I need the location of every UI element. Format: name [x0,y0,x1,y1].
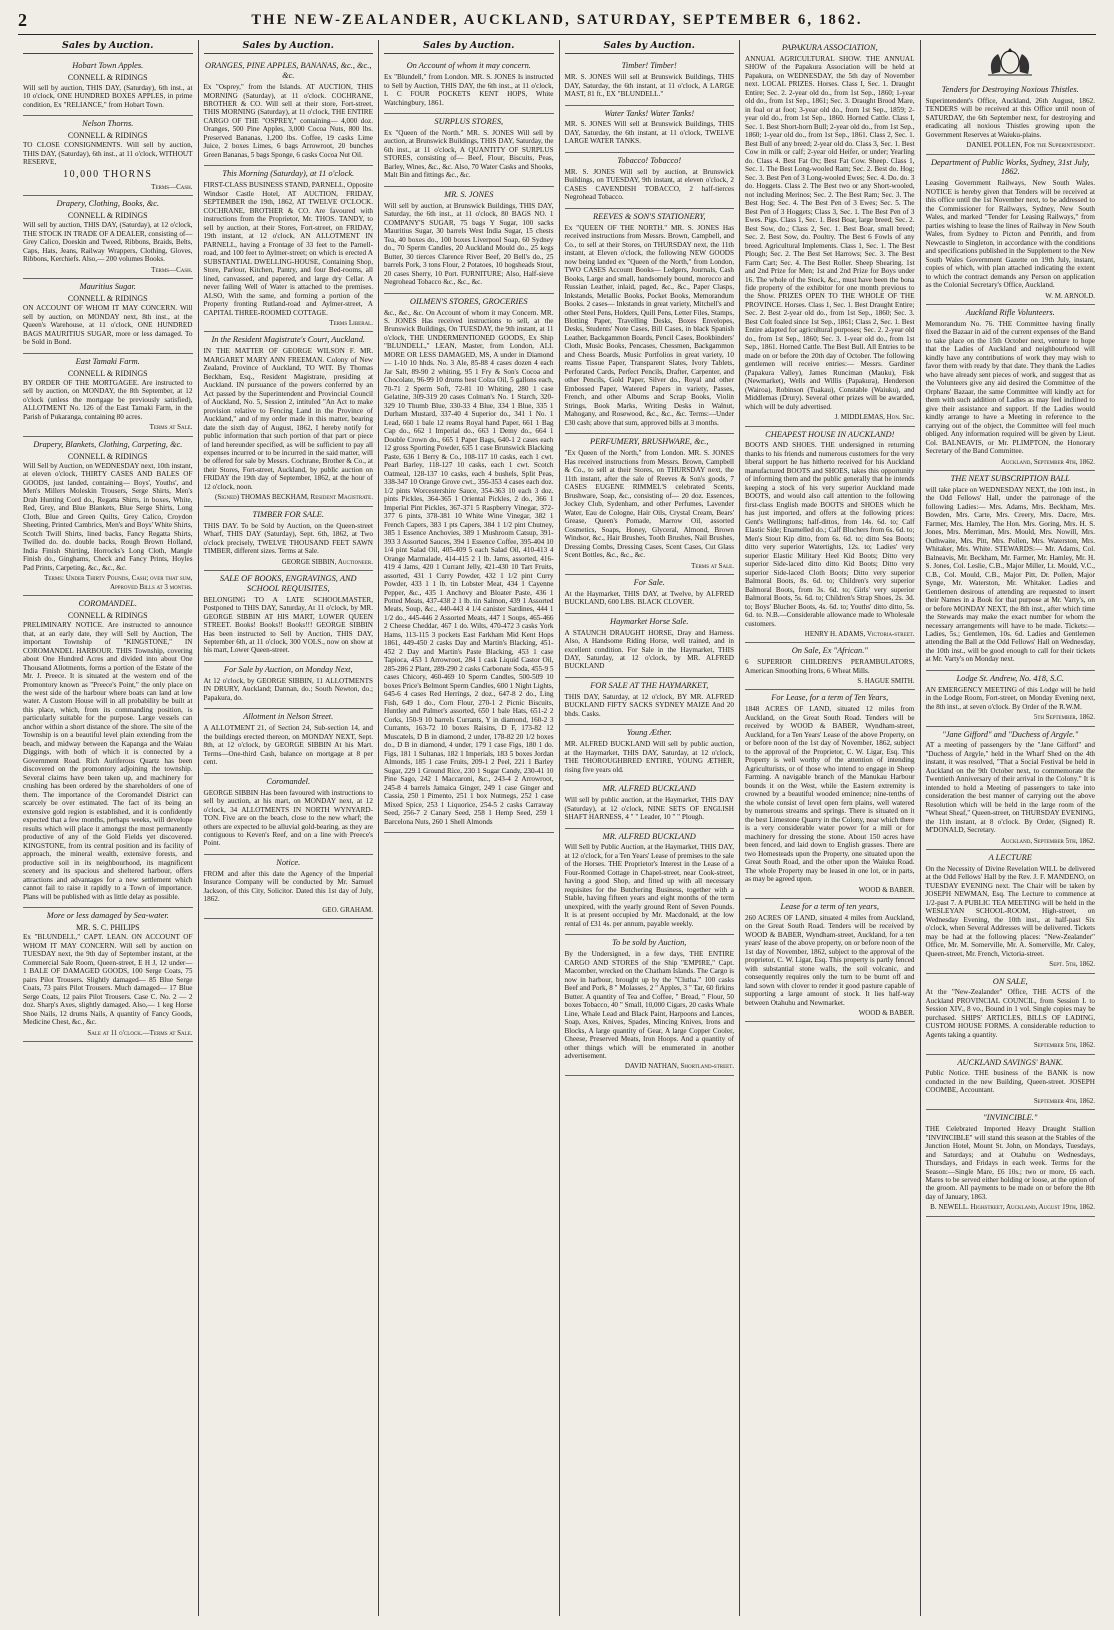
ad-signature: Terms—Cash. [151,265,193,274]
ad-body: THE Celebrated Imported Heavy Draught Stallion "INVINCIBLE" will stand this season at the Stables of the Junction Hotel, Mount St. John, on Mondays, Tuesdays, and Saturdays; and at Otahuhu on Wednesdays, Thursdays, and Fridays in each week. Terms for the Season:—Single Mare, £6 10s.; two or more, £6 each. Mares to be served either holding or loose, at the option of the groom. All payments to be made on or before the 8th day of January, 1863. [925,1125,1095,1201]
royal-coat-of-arms-icon [926,44,1096,78]
ad-title: CHEAPEST HOUSE IN AUCKLAND! [765,429,895,439]
ad-body: MR. S. JONES Will sell at Brunswick Buildings, THIS DAY, Saturday, the 6th instant, at 11 o'clock, TWELVE LARGE WATER TANKS. [564,120,734,146]
advertisement [926,305,1096,471]
ad-title: SURPLUS STORES, [434,117,504,127]
ad-body: will take place on WEDNESDAY NEXT, the 10th inst., in the Odd Fellows' Hall, under the patronage of the following Ladies:— Mrs. Adams, Mrs. Beckham, Mrs. Bowden, Mrs. Carte, Mrs. Creery, Mrs. Dacre, Mrs. Farmer, Mrs. Hamley, The Hon. Mrs. Goring, Mrs. H. S. Jones, Mrs. Merriman, Mrs. Mould, Mrs. Nowill, Mrs. Outhwaite, Mrs. Pitt, Mrs. Pollen, Mrs. Waterston, Mrs. Whitaker, Mrs. White. STEWARDS:— Mr. Adams, Col. Balneavis, Mr. Beckham, Mr. Farmer, Mr. Hamley, Mr. H. S. Jones, Col. Leslie, C.B., Major Miller, Lt. Mould, V.C., C.B., Col. Mould, C.B., Major Pitt, Dr. Pollen, Major Synge, Mr. Waterston, Mr. Whitaker. Ladies and Gentlemen desirous of attending are requested to insert their Names in a Book for that purpose at Mr. Varty's, on or before MONDAY NEXT, the 8th inst., after which time the Stewards may make the exact number for whom the necessary arrangements will have to be made. Tickets:—Ladies, 5s.; Gentlemen, 10s. 6d. Ladies and Gentlemen attending the Ball at the Odd Fellows' Hall on Wednesday, the 10th inst., will be good enough to call for their tickets at Mr. Varty's on Monday next. [925,485,1095,664]
ad-title: Department of Public Works, Sydney, 31st July, 1862. [930,157,1090,177]
advertisement [384,58,554,114]
ad-signature: WOOD & BABER. [858,885,915,894]
column-heading: Sales by Auction. [204,40,374,54]
ad-body: A ALLOTMENT 21, of Section 24, Sub-section 14, and the buildings erected thereon, on MONDAY NEXT, Sept. 8th, at 12 o'clock, by GEORGE SIBBIN At his Mart. Terms—One-third Cash, balance on mortgage at 8 per cent. [203,724,373,767]
ad-auctioneer: CONNELL & RIDINGS [67,130,148,140]
ad-title: On Account of whom it may concern. [406,61,531,71]
ad-title: Tobacco! Tobacco! [617,155,682,165]
ad-title: SALE OF BOOKS, ENGRAVINGS, AND SCHOOL REQUISITES, [219,573,357,593]
advertisement [926,155,1096,305]
ad-title: For Lease, for a term of Ten Years, [771,693,889,703]
ad-title: Young Æther. [626,728,672,738]
ad-body: 6 SUPERIOR CHILDREN'S PERAMBULATORS, American Smoothing Irons, 6 Wheat Mills. [745,658,915,675]
ad-title: ON SALE, [992,976,1028,986]
ad-auctioneer: CONNELL & RIDINGS [67,610,148,620]
ad-title: Haymarket Horse Sale. [610,616,689,626]
ad-title: Water Tanks! Water Tanks! [604,108,695,118]
ad-body: Ex "Blundell," from London. MR. S. JONES Is instructed to Sell by Auction, THIS DAY, the 6th inst., at 11 o'clock, L C FOUR POCKETS KENT HOPS, White Watchingbury, 1861. [384,73,554,107]
ad-signature: DANIEL POLLEN, For the Superintendent. [966,141,1095,150]
ad-signature: Terms: Under Thirty Pounds, Cash; over that sum, Approved Bills at 3 months. [44,574,193,591]
ad-title: MR. ALFRED BUCKLAND [602,784,696,794]
ad-body: AN EMERGENCY MEETING of this Lodge will be held in the Lodge Room, Fort-street, on Monday Evening next, the 8th inst., at seven o'clock. By Order of the R.W.M. [925,685,1095,711]
ad-title: For Sale. [633,577,665,587]
ad-body: Memorandum No. 76. THE Committee having finally fixed the Bazaar in aid of the current expenses of the Band to take place on the 15th October next, venture to hope that the Ladies of Auckland and neighbourhood will kindly have any contributions of work they may wish to favor them with ready by that date. They thank the Ladies who have already sent pieces of work, and suggest that as the Volunteers give any aid desired the Committee of the Orphans' Bazaar, the same Committee will kindly act for them with such addition of Ladies as may feel inclined to give their assistance and support. If the Ladies would kindly arrange to have a Meeting in reference to the carrying out of the object, the Committee will feel much obliged. Any information required will be given by Lieut. Col. BALNEAVIS, or Mr. PLIMPTON, the Honorary Secretary of the Band Committee. [925,319,1095,456]
advertisement [565,829,735,936]
ad-title: Lodge St. Andrew, No. 418, S.C. [956,673,1065,683]
ad-auctioneer: MR. S. C. PHILIPS [75,923,140,933]
advertisement [926,1055,1096,1111]
ad-body: Will sell by auction, THIS DAY, (Saturday), at 12 o'clock, THE STOCK IN TRADE OF A DEALER, consisting of— Grey Calico, Doeskin and Tweed, Ribbons, Braids, Belts, Caps, Hats, Jeans, Railway Wrappers, Clothing, Gloves, Ribbons, Kerchiefs. Also,— 200 volumes Books. [23,221,193,264]
ad-title: TIMBER FOR SALE. [252,509,324,519]
advertisement [23,596,193,908]
ads-list [565,58,735,1076]
ad-body: FROM and after this date the Agency of the Imperial Insurance Company will be conducted by Mr. Samuel Jackson, of this City, Solicitor. Dated this 1st day of July, 1862. [203,869,373,904]
ad-signature: S. HAGUE SMITH. [857,677,915,686]
ad-big-line: 10,000 THORNS [63,168,153,180]
ad-title: Mauritius Sugar. [79,281,136,291]
columns [18,40,1100,1616]
ad-title: MR. S. JONES [444,189,494,199]
newspaper-title: THE NEW-ZEALANDER, AUCKLAND, SATURDAY, SEPTEMBER 6, 1862. [251,12,863,29]
ad-title: ORANGES, PINE APPLES, BANANAS, &c., &c., &c. [205,61,372,81]
ad-signature: Terms Liberal. [329,319,373,328]
advertisement [204,662,374,709]
ad-body: A STAUNCH DRAUGHT HORSE, Dray and Harness. Also, A Handsome Riding Horse, well trained, and in excellent condition. For Sale in the Haymarket, THIS DAY, Saturday, at 12 o'clock, by MR. ALFRED BUCKLAND [564,628,734,671]
advertisement [23,58,193,116]
ad-title: To be sold by Auction, [612,938,687,948]
ads-list [204,58,374,919]
advertisement [204,166,374,332]
advertisement [23,354,193,437]
ad-body: Leasing Government Railways, New South Wales. NOTICE is hereby given that Tenders will be received at this office until the 1st November next, to be addressed to the Commissioner for Railways, Sydney, New South Wales, and marked "Tender for Leasing Railways," from parties wishing to lease the lines of Railway in New South Wales, from Sydney to Picton and Penrith, and from Newcastle to Singleton, in accordance with the conditions and specifications published in the Supplement to the New South Wales Government Gazette on 19th July, instant, copies of which, with plan attached indicating the extent to which the contract demands any Person on application as the Colonial Secretary's Office, Auckland. [925,179,1095,290]
ad-body: MR. S. JONES Will sell by auction, at Brunswick Buildings, on TUESDAY, 9th instant, at eleven o'clock, 2 CASES CAVENDISH TOBACCO, 2 half-tierces Negrohead Tobacco. [564,167,734,202]
ad-title: FOR SALE AT THE HAYMARKET, [590,680,709,690]
advertisement [745,40,915,427]
ad-signature: J. MIDDLEMAS, Hon. Sec. [834,413,915,422]
ad-body: Will Sell by Public Auction, at the Haymarket, THIS DAY, at 12 o'clock, for a Ten Years' Lease of premises to the sale of the Horses. THE Proprietor's Interest in the Lease of a Four-Roomed Cottage in Chapel-street, near Cook-street, having a good Shop, and fitted up with all necessary requisites for the Butchering Business, together with a Stable, having fifteen years and eight months of the term unexpired, with the yearly ground Rent of Seven Pounds. It is at present occupied by Mr. Macdonald, at the low rental of £31 4s. per annum, payable weekly. [564,843,734,928]
column-heading: Sales by Auction. [565,40,735,54]
advertisement [23,908,193,1042]
ad-title: REEVES & SON'S STATIONERY, [592,211,706,221]
advertisement [565,434,735,574]
ad-body: Ex "Osprey," from the Islands. AT AUCTION, THIS MORNING (Saturday), at 11 o'clock. COCHRANE, BROTHER & CO. Will sell at their store, Fort-street, THIS MORNING (Saturday), at 11 o'clock, THE ENTIRE CARGO OF THE "OSPREY," containing— 4,000 doz. Oranges, 500 Pine Apples, 3,000 Cocoa Nuts, 800 lbs. Preserved Bananas, 1,200 lbs. Coffee, 19 casks Lime Juice, 2 boxes Limes, 6 bags Arrowroot, 20 bunches Green Bananas, 5 bags Sponge, 6 casks Cocoa Nut Oil. [203,83,373,159]
ad-signature: 5th September, 1862. [1033,713,1095,722]
ad-signature: Terms at Sale. [149,423,193,432]
advertisement [565,209,735,435]
advertisement [926,974,1096,1055]
advertisement [204,571,374,662]
advertisement [23,279,193,354]
ad-body: MR. ALFRED BUCKLAND Will sell by public auction, at the Haymarket, THIS DAY, Saturday, at 12 o'clock, THE THOROUGHBRED ENTIRE, YOUNG ÆTHER, rising five years old. [564,740,734,774]
advertisement [565,153,735,209]
advertisement [204,507,374,571]
advertisement [23,196,193,279]
advertisement [384,114,554,187]
ad-body: 1848 ACRES OF LAND, situated 12 miles from Auckland, on the Great South Road. Tenders will be received by WOOD & BABER, Wyndham-street, Auckland, for a Ten Years' Lease of the above Property, on or before noon of the 1st day of November, 1862, subject to the approval of the Proprietor, C. W. Ligar, Esq. This Property is well worthy of the attention of intending Agriculturists, or of those who intend to engage in Sheep Farming. A navigable branch of the Manukau Harbour bounds it on the West, while the Eastern extremity is crowned by a beautiful wooded eminence; nine-tenths of the whole consist of level open fern plains, well watered by numerous streams and springs. There is situated on it the best Limestone Quarry in the Colony, near which there is a very considerable water power for a mill or for machinery for dressing the stone. About 150 acres have been fenced, and laid down to English grasses. There are two Homesteads upon the Property, one situated upon the Great South Road, and the other upon the Waiuku Road. The whole Property may be leased in one lot, or in parts, as may be agreed upon. [745,705,915,884]
ad-title: Coromandel. [266,776,311,786]
advertisement [926,1110,1096,1217]
column-heading: Sales by Auction. [23,40,193,54]
ad-title: PERFUMERY, BRUSHWARE, &c., [589,437,709,447]
ad-body: ANNUAL AGRICULTURAL SHOW. THE ANNUAL SHOW of the Papakura Association will be held at Papakura, on WEDNESDAY, the 5th day of November next. LOCAL PRIZES. Horses. Class I, Sec. 1. Draught Entire; Sec. 2. 2-year old do., from 1st Sep., 1860; 1-year old do., from 1st Sep., 1861; Sec. 3. Draught Brood Mare, in foal or at foot; 3-year old do., from 1st Sep., 1859; 2-year old do., from 1st Sep., 1860. Horned Cattle. Class I, Sec. 1. Best Short-horn Bull; 2-year old do., from 1st Sep., 1860; 1-year old do., from 1st Sep., 1861. Class 2, Sec. 1. Best Bull of any breed; 2-year old do. Class 3, Sec. 1. Best Cow in milk or calf; 2-year old Heifer, or under; Yearling do. Class 4. Best Fat Ox; Best Fat Cow. Sheep. Class 1, Sec. 1. The Best Long-wooled Ram; Sec. 2. Best do. Hog; Sec. 3. Best Pen of 3 Long-wooled Ewes; Sec. 4. Do. do. 3 do. Hoggets. Class 2. The Best two or any Short-wooled, not including Merinos; Sec. 2. The Best Ram; Sec. 3. The Best Hog; Sec. 4. The Best Pen of 3 Ewes; Sec. 5. The Best Pen of 3 Hoggets; Class 3, Sec. 1. The Best Pen of 3 Ewes. Pigs. Class 1, Sec. 1. Best Boar, large breed; Sec. 2. Best Sow, do.; Class 2, Sec. 1. Best Boar, small breed; Sec. 2. Best Sow, do. Poultry. The Best 6 Fowls of any breed. Agricultural Implements. Class 1, Sec. 1. The Best Plough; Sec. 2. The Best Set Harrows; Sec. 3. The Best Farm Cart; Sec. 4. The Best Roller. Sheep Shearing. 1st and 2nd Prize for Men; 1st and 2nd Prize for Boys under 16. The whole of the Stock, &c., must have been the bona fide property of the exhibitor for one month previous to the Show. PRIZES OPEN TO THE WHOLE OF THE PROVINCE. Horses. Class 1, Sec. 1. Best Draught Entire; Sec. 2. Best 2-year old do., from 1st Sep., 1860; Sec. 3. Best Colt foaled since 1st Sep., 1861; Class 2, Sec. 1. Best Entire adapted for agricultural purposes; Sec. 2. 2-year old do., from 1st Sep., 1860; Sec. 3. 1-year old do., from 1st Sep., 1861. Horned Cattle. The Best Bull. All Entries to be made on or before the 20th day of October. The following gentlemen will receive entries:— Messrs. Gardiner (Papakura Valley), James Runciman (Mauku), Fisk (Newmarket), Wells and Willis (Papakura), Henderson (Wairoa), Robinson (Tuakau), Constable (Waiuku), and Middlemas (Drury). Several other prizes will be awarded, which will be duly advertised. [745,54,915,411]
ad-body: IN THE MATTER OF GEORGE WILSON F. MR. MARGARET MARY ANN FREEMAN. Colony of New Zealand, Province of Auckland, TO WIT. By Thomas Beckham, Esq., Resident Magistrate, presiding at Auckland. IN pursuance of the powers conferred by an Act passed by the Superintendent and Provincial Council of Auckland, No. 5, Session 2, intituled "An Act to make provision relative to Fencing Land in the Province of Auckland," and of my order made in this matter, bearing date the sixth day of August, 1862, I hereby notify for public information that such portion of that part or piece of land hereunder specified, as will be sufficient to pay all expenses incurred or to be incurred in the said matter, will be offered for sale by Messrs. Cochrane, Brother & Co., at their Stores, Fort-street, Auckland, by public auction on FRIDAY the 19th day of September, 1862, at the hour of 12 o'clock, noon. [203,347,373,491]
advertisement [745,427,915,644]
ad-title: MR. ALFRED BUCKLAND [602,831,696,841]
ad-body: At the "New-Zealander" Office, THE ACTS of the Auckland PROVINCIAL COUNCIL, from Session I. to Session XIV., 8 vo., Bound in 1 vol. Single copies may be purchased. SHIPS' ARTICLES, BILLS OF LADING, CUSTOM HOUSE FORMS. A considerable reduction to Agents taking a quantity. [925,988,1095,1039]
advertisement [204,774,374,855]
column-5 [740,40,921,1616]
ad-body: &c., &c., &c. On Account of whom it may Concern. MR. S. JONES Has received instructions to sell, at the Brunswick Buildings, On TUESDAY, the 9th instant, at 11 o'clock, THE UNDERMENTIONED GOODS, Ex Ship "BLUNDELL," LEAN, Master, from London, ALL MORE OR LESS DAMAGED, MS, A under in Diamond— 1-10 10 hhds. No. 3 Ale, 85-88 4 cases dozen 4 each Jar Salt, 89-90 2 whiting, 95 1 Fry & Son's Cocoa and Chocolate, 96-99 10 drums best Colza Oil, 5 gallons each, 70-71 2 Sperm Soft, 72-81 10 Whiting, 280 1 case Gelatine, 309-319 20 cases Colman's No. 1 Starch, 320-329 10 Thumb Blue, 330-33 4 Blue, 334 1 Blue, 335 1 Durham Mustard, 337-40 4 Superior do., 341 1 No. 1 Lead, 660 1 bale 12 reams Royal hand Paper, 661 1 Bag Cap do., 662 1 Imperial do., 663 1 Demy do., 664 1 Double Crown do., 665 1 Paper Bags, 640-1 2 cases each 12 gross Sporting Powder, 635 1 case Brunswick Blacking Paste, 636 1 Berry & Co., 108-117 10 casks, each 1 cwt. Pearl Barley, 118-127 10 casks, each 1 cwt. Scotch Oatmeal, 128-137 10 casks, each 4 bushels, Split Peas, 338-347 10 Orange Grove cwt., 356-353 4 cases each doz. 1/2 pints Worcestershire Sauce, 354-363 10 each 3 doz. pints Pickles, 364-365 1 Oriental Pickles, 2 do., 366 1 Imperial Pint Pickles, 367-371 5 Raspberry Vinegar, 372-377 6 pints, 378-381 10 White Wine Vinegar, 382 1 French Capers, 383 1 pts Capers, 384 1 1/2 pint Chutney, 385 1 Essence Anchovies, 389 1 Mushroom Catsup, 391-393 3 Assorted Sauces, 394 1 Essence Coffee, 395-404 10 1/4 pint Salad Oil, 405-409 5 each Salad Oil, 410-413 4 Orange Marmalade, 414-415 2 1 lb. Jams, assorted, 416-419 4 Jams, 420 1 Currant Jelly, 421-430 10 Tart Fruits, assorted, 431 1 Curry Powder, 432 1 1/2 pint Curry Powder, 433 1 1 lb. tin Lobster Meat, 434 1 Cayenne Pepper, &c., 435 1 Anchovy and Bloater Paste, 436 1 Potted Meats, 437-438 2 1 lb. tin Salmon, 439 1 Assorted Meats, Soup, &c., 440-443 4 1/4 canister Sardines, 444 1 1/2 do., 445-446 2 Assorted Meats, 447 1 Soups, 465-466 2 Cheese Cheddar, 467 1 do. Wilts, 470-472 3 casks York Hams, 113-115 3 pockets East Farkham Mid Kent Hops 1861, 449-450 2 casks Day and Martin's Blacking, 451-452 2 Day and Martin's Paste Blacking, 453 1 case Tapioca, 453 1 Arrowroot, 284 1 cask Liquid Castor Oil, 285-286 2 Plant, 289-290 2 casks Carbonate Soda, 455-9 5 cases Chicory, 460-469 10 Sperm Candles, 500-509 10 boxes Price's Belmont Sperm Candles, 600 1 Night Lights, 645-6 4 cases Red Herrings, 2 doz., 647-8 2 do., Ling Fish, 649 1 do., Corn Flour, 270-1 2 Picnic Biscuits, Huntley and Palmer's assorted, 650 1 bale Hats, 651-2 2 Corks, 150-9 10 barrels Currants, Y in diamond, 160-2 3 Currants, 163-72 10 boxes Raisins, D F, 173-82 12 Muscatels, D B in diamond, 2 under, 178-82 20 1/2 boxes do., D B in diamond, 4 under, 179 1 case Figs, 180 1 do. Figs, 181 1 Sultanas, 182 1 Imperials, 183 5 boxes Jordan Almonds, 185 1 case Fruits, 209-1 2 Peel, 221 1 Barley Sugar, 229 1 Ground Rice, 230 1 Sugar Candy, 230-41 10 Pine Sago, 242 1 Maccaroni, &c., 243-4 2 Arrowroot, 245-8 4 barrels Jamaica Ginger, 249 1 case Ginger and Cassia, 250 1 Pimento, 251 1 box Nutmegs, 252 1 case Mixed Spice, 253 1 Liquorice, 254-5 2 casks Carraway Seed, 256-7 2 Canary Seed, 258 1 Hemp Seed, 259 1 Barcelona Nuts, 260 1 Shell Almonds [384,308,554,826]
advertisement [565,678,735,725]
ad-title: For Sale by Auction, on Monday Next, [223,664,353,674]
ad-title: THE NEXT SUBSCRIPTION BALL [950,473,1070,483]
ad-title: Lease for a term of ten years, [780,901,879,911]
ad-title: Allotment in Nelson Street. [243,712,334,722]
ad-body: 260 ACRES OF LAND, situated 4 miles from Auckland, on the Great South Road. Tenders will be received by WOOD & BABER, Wyndham-street, Auckland, for a ten years' lease of the above property, on or before noon of the 1st day of November, 1862, subject to the approval of the proprietor, C. W. Ligar, Esq. This property is partly fenced with substantial stone walls, the soil volcanic, and consequently requires only the turn to be burnt off and land sown with clover to render it good pasture capable of supporting a large amount of stock. It lies half-way between Otahuhu and Newmarket. [745,913,915,1007]
ad-body: Will Sell by Auction, on WEDNESDAY next, 10th instant, at eleven o'clock, THIRTY CASES AND BALES OF GOODS, just landed, containing— Boys', Youths', and Men's Millers Moleskin Trousers, Serge Shirts, Men's Drab Hunting Cord do., Regatta Shirts, in boxes, White, Red, Grey, and Blue Blankets, Blue Serge Shirts, Long Cloth, Blue and Green Quilts, Grey Calico, Croydon Sheeting, Printed Cambrics, Men's and Boys' White Shirts, Scotch Twill Shirts, lined backs, Fancy Regatta Shirts, Twilled do. do. double backs, Rough Brown Holland, India Finish Shirting, Horrocks's Long Cloth, Mangle Finish do., Ginghams, Check and Fancy Prints, Hoyles Pad Prints, Carpeting, &c., &c., &c. [23,461,193,572]
ad-body: THIS DAY. To be Sold by Auction, on the Queen-street Wharf, THIS DAY (Saturday), Sept. 6th, 1862, at Two o'clock precisely, TWELVE THOUSAND FEET SAWN TIMBER, different sizes. Terms at Sale. [203,521,373,556]
ad-body: Public Notice. THE business of the BANK is now conducted in the new Building, Queen-street. JOSEPH COOMBE, Accountant. [925,1069,1095,1095]
ad-body: Ex "BLUNDELL," CAPT. LEAN. ON ACCOUNT OF WHOM IT MAY CONCERN. Will sell by auction on TUESDAY next, the 9th day of September instant, at the Commercial Sale Room, Queen-street, E H J, 12 under— 1 BALE OF DAMAGED GOODS, 100 Serge Coats, 75 pairs Pilot Trousers. Slightly damaged— 85 Blue Serge Coats, 73 pairs Pilot Trousers. Much damaged— 17 Blue Serge Coats, 12 pairs Pilot Trousers. Case C. No. 2 — 2 doz. Sharp's Axes, slightly damaged. Also,— 1 keg Horse Shoe Nails, 12 drums Nails, A quantity of Fancy Goods, Medicine Chest, &c., &c. [23,933,193,1027]
advertisement [565,614,735,678]
ad-signature: Sept. 5th, 1862. [1049,960,1095,969]
ad-body: TO CLOSE CONSIGNMENTS. Will sell by auction, THIS DAY, (Saturday), 6th inst., at 11 o'clock, WITHOUT RESERVE, [23,141,193,167]
ad-signature: WOOD & BABER. [858,1009,915,1017]
advertisement [384,294,554,833]
ad-title: Drapery, Blankets, Clothing, Carpeting, &c. [33,439,183,449]
advertisement [745,899,915,1022]
ad-body: GEORGE SIBBIN Has been favoured with instructions to sell by auction, at his mart, on MONDAY next, at 12 o'clock, 34 ALLOTMENTS IN NORTH WYNYARD-TON. Five are on the beach, close to the new wharf; the others are expected to be alluvial gold-bearing, as they are contiguous to Keven's Reef, and on a line with Preece's Point. [203,788,373,848]
ad-auctioneer: CONNELL & RIDINGS [67,368,148,378]
ad-body: Will sell by auction, at Brunswick Buildings, THIS DAY, Saturday, the 6th inst., at 11 o'clock, 80 BAGS NO. 1 COMPANY'S SUGAR, 75 bags Y Sugar, 100 sacks Mauritius Sugar, 30 barrels West India Sugar, 15 chests Tea, 40 boxes do., 100 boxes Liverpool Soap, 60 Sydney do., 70 Sperm Candles, 20 Auckland Mould do., 25 kegs Butter, 30 tierces Clarence River Beef, 20 Bell's do., 25 barrels Pork, 3 tons Flour, 2 Potatoes, 10 hogsheads Stout, 20 cases Sherry, 10 Port. FURNITURE; Also, Half-sieve Negrohead Tobacco &c., &c., &c. [384,201,554,287]
ad-body: FIRST-CLASS BUSINESS STAND, PARNELL, Opposite Windsor Castle Hotel, AT AUCTION, FRIDAY, SEPTEMBER the 19th, 1862, AT TWELVE O'CLOCK. COCHRANE, BROTHER & CO. Are favoured with instructions from the Proprietor, Mr. THOS. TANDY, to sell by auction, at their Stores, Fort-street, on FRIDAY, 19th instant, at 12 o'clock, AN ALLOTMENT IN PARNELL, having a Frontage of 33 feet to the Parnell-road, and 100 feet to Aylmer-street; on which is erected A SUBSTANTIAL DWELLING-HOUSE, Containing Shop, Store, Parlour, Kitchen, Pantry, and four Bed-rooms, all lined, canvassed, and papered, and large dry Cellar. A never failing Well of Water is attached to the premises. ALSO, With the same, and forming a portion of the Property fronting Rutland-road and Aylmer-street, A CAPITAL THREE-ROOMED COTTAGE. [203,181,373,317]
ad-body: MR. S. JONES Will sell at Brunswick Buildings, THIS DAY, Saturday, the 6th instant, at 11 o'clock, A LARGE MAST, 81 ft., EX "BLUNDELL." [564,73,734,99]
ad-body: At the Haymarket, THIS DAY, at Twelve, by ALFRED BUCKLAND, 600 LBS. BLACK CLOVER. [564,589,734,607]
ad-signature: DAVID NATHAN, Shortland-street. [624,1062,734,1071]
ad-signature: W. M. ARNOLD. [1045,291,1095,300]
advertisement [926,850,1096,973]
ad-title: A LECTURE [988,853,1032,863]
ad-auctioneer: CONNELL & RIDINGS [67,451,148,461]
ad-signature: Auckland, September 5th, 1862. [1000,836,1095,845]
ad-body: At 12 o'clock, by GEORGE SIBBIN, 11 ALLOTMENTS IN DRURY, Auckland; Dannan, do.; South Newton, do.; Papakura, do. [203,676,373,702]
ad-signature: GEO. GRAHAM. [322,905,373,914]
advertisement [926,671,1096,727]
ad-title: PAPAKURA ASSOCIATION, [781,43,878,52]
ads-list [926,82,1096,1217]
ad-body: AT a meeting of passengers by the "Jane Gifford" and "Duchess of Argyle," held in the Wharf Shed on the 4th instant, it was resolved, "That a Social Festival be held in Auckland on the 9th October next, to commemorate the Twentieth Anniversary of their arrival in the Colony." It is intended to hold a Meeting of passengers to take into consideration the best manner of carrying out the above Resolution which will be held in the large room of the "Wheat Sheaf," Queen-street, on THURSDAY EVENING, the 11th instant, at 8 o'clock. By Order, (Signed) R. M'DONALD, Secretary. [925,741,1095,835]
advertisement [745,690,915,898]
ad-body: BOOTS AND SHOES. THE undersigned in returning thanks to his friends and numerous customers for the very liberal support he has hitherto received for his Auckland manufactured BOOTS and SHOES, takes this opportunity of informing them and the public generally that he intends keeping a stock of his very superior Auckland made BOOTS, and would also call attention to the following first-class English made BOOTS and SHOES which he has just imported, and offers at the following prices: Gent's Wellingtons; half-dittos, from 14s. 6d. to; Calf Elastic Side; Enamelled do.; Calf Bluchers from 6s. 6d. to; Men's Stout Kip ditto, from 6s. 6d. to; ditto Sea Boots; ditto very superior Watertights, 12s. to; Ladies' very superior Elastic Military Heel Kid Boots; Ditto very superior Side-laced ditto ditto Kid Boots; Ditto very superior Side-laced Cloth Boots; Ditto very superior Balmoral Boots, 8s. 6d. to; Children's very superior Balmoral Boots, from 3s. 6d. to; Girls' very superior Balmoral Boots, 5s. 6d. to; Children's Strap Shoes, 2s. 3d. to; Boys' Blucher Boots, 4s. 6d. to; Youths' ditto ditto, 5s. 6d. to. N.B.—Considerable allowance made to Wholesale customers. [745,441,915,628]
column-1 [18,40,199,1616]
advertisement [926,471,1096,671]
ad-body: By the Undersigned, in a few days, THE ENTIRE CARGO AND STORES of the Ship "EMPIRE," Capt. Macomber, wrecked on the Chatham Islands. The Cargo is now in harbour, brought up by the "Clutha." 100 casks Beef and Pork, 8 " Molasses, 2 " Apples, 3 " Tar, 60 firkins Butter. A quantity of Tea and Coffee, " Bread, " Flour, 50 boxes Tobacco, 40 " Small, 10,000 Cigars, 20 casks Whale Line, Whale Lead and Black Paint, Harpoons and Lances, Soap, Axes, Knives, Spades, Mincing Knives, Irons and Blocks, A large quantity of Gear, A large Copper Cooler, Cheese, Preserved Meats, Iron Hoops. And a quantity of other things which will be enumerated in another advertisement. [564,950,734,1060]
ad-body: Ex "Queen of the North." MR. S. JONES Will sell by auction, at Brunswick Buildings, THIS DAY, Saturday, the 6th inst., at 11 o'clock, A QUANTITY OF SURPLUS STORES, consisting of— Beef, Flour, Biscuits, Peas, Barley, Wines, &c., &c. Also, 70 Water Casks and Shooks, Malt Bin and fittings &c., &c. [384,128,554,180]
ad-signature: (Signed) THOMAS BECKHAM, Resident Magistrate. [215,493,373,502]
ad-body: Superintendent's Office, Auckland, 26th August, 1862. TENDERS will be received at this Office until noon of SATURDAY, the 6th September next, for destroying and eradicating all noxious Thistles growing upon the Government Reserves at Waiuku-plains. [925,96,1095,139]
advertisement [565,725,735,781]
ad-title: Notice. [276,857,301,867]
advertisement [204,332,374,506]
ad-signature: B. NEWELL. Highstreet, Auckland, August 19th, 1862. [930,1203,1095,1212]
ad-title: AUCKLAND SAVINGS' BANK. [957,1057,1064,1067]
ads-list [384,58,554,833]
ad-auctioneer: CONNELL & RIDINGS [67,73,148,83]
ad-title: "INVINCIBLE." [983,1113,1038,1123]
advertisement [565,575,735,614]
ads-list [745,40,915,1022]
advertisement [204,709,374,773]
advertisement [926,727,1096,850]
advertisement [565,935,735,1075]
ad-title: This Morning (Saturday), at 11 o'clock. [222,169,355,179]
ad-body: Will sell by public auction, at the Haymarket, THIS DAY (Saturday), at 12 o'clock, NINE SETS OF ENGLISH SHAFT HARNESS, 4 " " Leader, 10 " " Plough. [564,796,734,822]
ad-title: Timber! Timber! [621,61,677,71]
ad-signature: Auckland, September 4th, 1862. [1000,457,1095,466]
ad-auctioneer: CONNELL & RIDINGS [67,293,148,303]
column-2 [199,40,380,1616]
ad-body: Ex "QUEEN OF THE NORTH." MR. S. JONES Has received instructions from Messrs. Brown, Campbell, and Co., to sell at their Stores, on THURSDAY next, the 11th instant, at Eleven o'clock, the following NEW GOODS now being landed ex "Queen of the North," from London, TWO CASES Account Books— Ledgers, Journals, Cash Books, Large and small, handsomely bound, morocco and Russian Leather, inlaid, paged, &c., &c., Paper Clasps, Inkstands, Metallic Books, Pocket Books, Memorandum Books. 2 cases— Inkstands in great variety, Mitchell's and other Steel Pens, Holders, Quill Pens, Letter Files, Stamps, Blotting Paper, Travelling Desks, Boxes Envelopes, Desks, Students' Note Cases, Bill Cases, in black Spanish Leather, Backgammon Boards, Pencil Cases, Bookbinders' Cloth, Music Books, Pencases, Chessmen, Backgammon and Chess Boards, Music Portfolios in great variety, 10 reams Tissue Paper, Transparent Slates, Ivory Tablets, Perforated Cards, Perfect Pencils, Drafter, Carpenter, and other Pencils, Gold Paper, Silver do., Royal and other Embossed Paper, Watered Papers in variety, Passes, French, and other Albums and Scrap Books, Violin Strings, Book Marks, Writing Desks in Walnut, Mahogany, and Rosewood, &c., &c., &c. Terms:—Under £30 cash; above that sum, approved bills at 3 months. [564,223,734,427]
advertisement [926,82,1096,155]
ad-title: In the Resident Magistrate's Court, Auckland. [211,335,366,345]
advertisement [565,781,735,828]
ad-title: East Tamaki Farm. [75,356,140,366]
ad-auctioneer: CONNELL & RIDINGS [67,210,148,220]
masthead [18,8,1096,35]
ad-signature: Terms—Cash. [151,182,193,191]
advertisement [384,187,554,294]
ad-signature: HENRY H. ADAMS, Victoria-street. [804,630,915,639]
ad-title: COROMANDEL. [78,598,137,608]
ad-body: BELONGING TO A LATE SCHOOLMASTER, Postponed to THIS DAY, Saturday, At 11 o'clock, by MR. GEORGE SIBBIN AT HIS MART, LOWER QUEEN STREET. Books! Books!! Books!!! GEORGE SIBBIN Has been instructed to Sell by Auction, THIS DAY, September 6th, at 11 o'clock, 300 VOLS., now on show at his mart, Lower Queen-street. [203,595,373,655]
advertisement [745,643,915,690]
column-heading: Sales by Auction. [384,40,554,54]
ad-body: "Ex Queen of the North," from London. MR. S. JONES Has received instructions from Messrs. Brown, Campbell & Co., to sell at their Stores, on THURSDAY next, the 11th instant, after the sale of Reeves & Son's goods, 7 CASES EUGENE RIMMEL'S celebrated Scents, Brushware, Soap, &c., consisting of— 20 doz. Essences, Jockey Club, Sydenham, and other Perfumes, Lavender Water, Eau de Cologne, Hair Oils, Crystal Cream, Bears' Grease, Queen's Pomade, Marrow Oil, assorted Cosmetics, Soaps, Honey, Glyceral, Almond, Brown Windsor, &c., Hair Brushes, Tooth Brushes, Nail Brushes, Dressing Combs, Dressing Cases, Scent Cases, Cut Glass Scent Bottles, &c., &c., &c. [564,449,734,560]
ad-signature: September 4th, 1862. [1033,1096,1095,1105]
ad-signature: Sale at 11 o'clock.—Terms at Sale. [87,1028,193,1037]
ad-body: BY ORDER OF THE MORTGAGEE. Are instructed to sell by auction, on MONDAY, the 8th September, at 12 o'clock (unless the mortgage be previously satisfied), ALLOTMENT No. 126 of the East Tamaki Farm, in the Parish of Pukaranga, containing 80 acres. [23,378,193,421]
ad-body: ON ACCOUNT OF WHOM IT MAY CONCERN. Will sell by auction, on MONDAY next, 8th inst., at the Queen's Warehouse, at 11 o'clock, ONE HUNDRED BAGS MAURITIUS SUGAR, more or less damaged. To be Sold in Bond. [23,304,193,347]
ad-title: Drapery, Clothing, Books, &c. [56,198,160,208]
ads-list [23,58,193,1042]
ad-title: On Sale, Ex "African." [791,646,868,656]
advertisement [23,437,193,596]
ad-body: THIS DAY, Saturday, at 12 o'clock, BY MR. ALFRED BUCKLAND FIFTY SACKS SYDNEY MAIZE And 20 bhds. Casks. [564,692,734,718]
column-4 [560,40,741,1616]
ad-signature: September 5th, 1862. [1033,1041,1095,1050]
ad-title: Auckland Rifle Volunteers. [965,307,1055,317]
ad-body: On the Necessity of Divine Revelation WILL be delivered at the Odd Fellows' Hall by the Rev. J. F. MANDENO, on TUESDAY EVENING next. The Chair will be taken by JOSEPH NEWMAN, Esq. The Lecture to commence at 1/2-past 7. A PUBLIC TEA MEETING will be held in the WESLEYAN SCHOOL-ROOM, High-street, on Wednesday Evening, the 10th inst., at half-past Six o'clock, when Several Addresses will be delivered. Tickets may be had at the following places: "New-Zealander" Office, Mr. M. Somerville, Mr. A. Somerville, Mr. Caley, Queen-street, Mr. French, Victoria-street. [925,864,1095,958]
ad-title: Tenders for Destroying Noxious Thistles. [941,85,1079,94]
advertisement [565,58,735,105]
ad-title: Nelson Thorns. [82,119,134,128]
ad-title: Hobart Town Apples. [72,61,144,71]
ad-title: OILMEN'S STORES, GROCERIES [409,296,528,306]
advertisement [204,58,374,166]
ad-body: Will sell by auction, THIS DAY, (Saturday), 6th inst., at 10 o'clock, ONE HUNDRED BOXES APPLES, in prime condition, Ex "RELIANCE," from Hobart Town. [23,83,193,109]
advertisement [565,106,735,153]
advertisement [23,116,193,196]
ad-title: More or less damaged by Sea-water. [46,911,169,921]
ad-body: PRELIMINARY NOTICE. Are instructed to announce that, at an early date, they will Sell by Auction, The important Township of "KINGSTONE," IN COROMANDEL HARBOUR. THIS Township, covering about One Hundred Acres and divided into about One Thousand Allotments, forms a portion of the Estate of the Mr. J. Preece. It is situated at the western end of the Promontory known as "Preece's Point," the only place on the west side of the harbour where boats can land at low water. A Custom House will in all probability be built at this place, which, from its commanding position, is particularly suitable for the purpose. Large vessels can anchor within a short distance of the shore. The site of the Township is on a beautiful level plain extending from the beach, and midway between the Kapanga and the Waiau Diggings, with both of which it is connected by a Government Road. Rich Auriferous Quartz has been discovered on the promontory adjoining the township. Several claims have been taken up, and machinery for crushing has been ordered by the shareholders of one of them. The importance of the Coromandel District can scarcely be over estimated. The fact of its being an extensive gold region is established, and it is confidently expected that a few months, perhaps weeks, will develope results which will place it amongst the most permanently productive of any of the Gold Fields yet discovered. KINGSTONE, from its central position and its facility of approach, the mineral wealth, extensive forests, and productive soil in its neighbourhood, its magnificent scenery and its spacious and sheltered harbour, offers attractions and advantages for a new settlement which cannot fail to raise it rapidly to a Town of importance. Plans will be published with as little delay as possible. [23,621,193,901]
ad-signature: GEORGE SIBBIN, Auctioneer. [281,557,373,566]
advertisement [204,855,374,919]
page-number: 2 [18,10,27,31]
ad-title: "Jane Gifford" and "Duchess of Argyle." [942,729,1079,739]
column-3 [379,40,560,1616]
column-6 [921,40,1101,1616]
ad-signature: Terms at Sale. [691,561,734,570]
